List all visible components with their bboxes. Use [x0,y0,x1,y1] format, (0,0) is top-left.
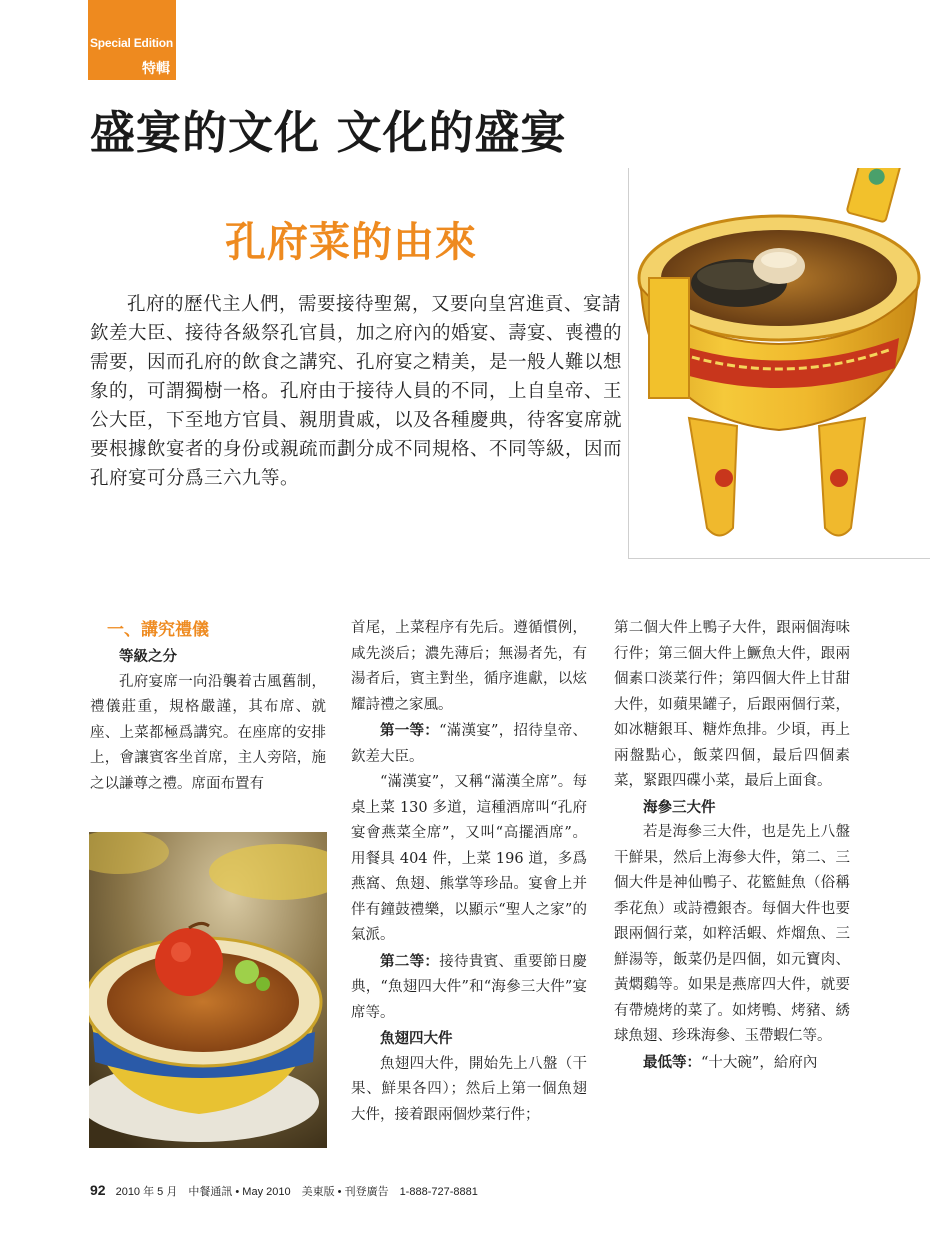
rank-lowest-label: 最低等： [643,1053,701,1071]
soup-bowl-photo [89,832,327,1148]
column-2 [351,616,587,1128]
subheading-shark-fin: 魚翅四大件 [380,1030,453,1047]
rank-two-text: 接待貴賓、重要節日慶典，“魚翅四大件”和“海參三大件”宴席等。 [351,953,588,1021]
sub-title: 孔府菜的由來 [225,218,477,266]
col2-paragraph-3: “滿漢宴”，又稱“滿漢全席”。每桌上菜 130 多道，這種酒席叫“孔府宴會燕菜全席”，又叫“高擺酒席”。用餐具 404 件，上菜 196 道，多爲燕窩、魚翅、熊掌等珍品。宴會上并伴有鐘鼓禮樂，以顯示“聖人之家”的氣派。 [351,774,587,943]
column-1 [90,616,326,797]
rank-two-label: 第二等： [380,952,440,970]
col3-paragraph-2: 若是海參三大件，也是先上八盤干鮮果，然后上海參大件，第二、三個大件是神仙鴨子、花籃鮭魚（俗稱季花魚）或詩禮銀杏。每個大件也要跟兩個行菜，如粹活蝦、炸熘魚、三鮮湯等，飯菜仍是四個，如元寶肉、黃燜鷄等。如果是燕席四大件，就要有帶燒烤的菜了。如烤鴨、烤豬、綉球魚翅、珍珠海參、玉帶蝦仁等。 [614,824,850,1044]
special-edition-label: Special Edition [90,36,174,50]
intro-paragraph: 孔府的歷代主人們，需要接待聖駕，又要向皇宮進貢、宴請欽差大臣、接待各級祭孔官員，加之府內的婚宴、壽宴、喪禮的需要，因而孔府的飲食之講究、孔府宴之精美，是一般人難以想象的，可謂獨樹一格。孔府由于接待人員的不同，上自皇帝、王公大臣，下至地方官員、親朋貴戚，以及各種慶典，待客宴席就要根據飲宴者的身份或親疏而劃分成不同規格、不同等級，因而孔府宴可分爲三六九等。 [90,294,623,489]
rank-one-label: 第一等： [380,722,440,739]
col2-paragraph-5: 魚翅四大件，開始先上八盤（干果、鮮果各四）；然后上第一個魚翅大件，接着跟兩個炒菜行件； [351,1055,587,1123]
page-number: 92 [90,1182,106,1198]
page-footer [90,1182,478,1199]
section-heading: 一、講究禮儀 [107,620,209,640]
main-title: 盛宴的文化 文化的盛宴 [90,106,567,159]
footer-text: 2010 年 5 月 中餐通訊 • May 2010 美東版 • 刊登廣告 1-888-727-8881 [115,1186,478,1198]
col1-paragraph: 孔府宴席一向沿襲着古風舊制，禮儀莊重，規格嚴謹，其布席、就座、上菜都極爲講究。在座席的安排上，會讓賓客坐首席，主人旁陪，施之以謙尊之禮。席面布置有 [90,673,326,792]
section-tab [88,0,176,80]
rank-lowest-text: “十大碗”，給府內 [701,1054,818,1071]
col3-paragraph-1: 第二個大件上鴨子大件，跟兩個海味行件；第三個大件上鱖魚大件，跟兩個素口淡菜行件；第四個大件上甘甜大件，如蘋果罐子，后跟兩個行菜，如冰糖銀耳、糖炸魚排。少頃，再上兩盤點心，飯菜四個，最后四個素菜，緊跟四碟小菜，最后上面食。 [614,620,850,789]
photo-frame [628,168,930,559]
col2-paragraph-2 [351,718,587,770]
soup-bowl-photo-frame [89,832,327,1148]
col2-paragraph-1: 首尾，上菜程序有先后。遵循慣例，咸先淡后；濃先薄后；無湯者先，有湯者后，賓主對坐，循序進獻，以炫耀詩禮之家風。 [351,620,587,713]
special-edition-zh: 特輯 [142,61,170,77]
col2-paragraph-4 [351,949,587,1027]
tripod-bowl-photo [629,168,930,558]
subheading-sea-cucumber: 海參三大件 [643,798,716,816]
col3-paragraph-3 [614,1050,850,1077]
rank-one-text: “滿漢宴”，招待皇帝、欽差大臣。 [351,723,588,765]
column-3 [614,616,850,1076]
subheading-rank: 等級之分 [119,648,177,665]
